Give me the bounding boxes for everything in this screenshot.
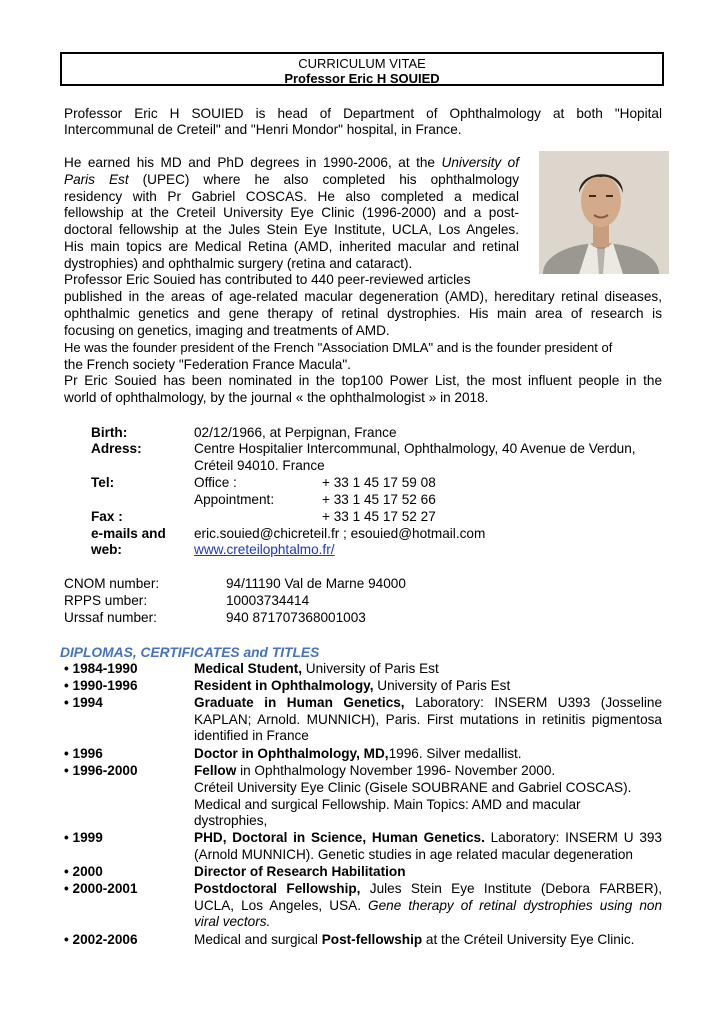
- urssaf-value: 940 871707368001003: [226, 610, 366, 625]
- founder-line-1: He was the founder president of the French "Association DMLA" and is the founder president of: [64, 340, 613, 355]
- bio-line-2: Paris Est (UPEC) where he also completed his ophthalmology: [64, 172, 519, 187]
- diploma-years: • 1996: [64, 746, 103, 761]
- bio-line-1: He earned his MD and PhD degrees in 1990-2006, at the University of: [64, 155, 520, 170]
- website-link[interactable]: www.creteilophtalmo.fr/: [194, 542, 335, 557]
- appointment-label: Appointment:: [194, 492, 275, 507]
- diploma-entry-line: Créteil University Eye Clinic (Gisele SOUBRANE and Gabriel COSCAS).: [194, 780, 632, 795]
- address-label: Adress:: [91, 441, 142, 456]
- diploma-entry: Resident in Ophthalmology, University of Paris Est: [194, 678, 511, 693]
- diploma-entry: Director of Research Habilitation: [194, 864, 406, 879]
- urssaf-label: Urssaf number:: [64, 610, 157, 625]
- diploma-years: • 2000-2001: [64, 881, 138, 896]
- intro-line-1: Professor Eric H SOUIED is head of Department of Ophthalmology at both "Hopital: [64, 106, 662, 121]
- nomination-line-1: Pr Eric Souied has been nominated in the top100 Power List, the most influent people in the: [64, 373, 662, 388]
- cnom-value: 94/11190 Val de Marne 94000: [226, 576, 406, 591]
- cv-header-box: [60, 52, 664, 86]
- diploma-entry-line: Medical and surgical Fellowship. Main Topics: AMD and macular: [194, 797, 581, 812]
- bio-line-3: residency with Pr Gabriel COSCAS. He also completed a medical: [64, 189, 519, 204]
- emails-value[interactable]: eric.souied@chicreteil.fr ; esouied@hotmail.com: [194, 526, 486, 541]
- diploma-years: • 2002-2006: [64, 932, 138, 947]
- diploma-entry: Medical and surgical Post-fellowship at the Créteil University Eye Clinic.: [194, 932, 635, 947]
- research-line-2: published in the areas of age-related macular degeneration (AMD), hereditary retinal diseases,: [64, 289, 662, 304]
- address-line-2: Créteil 94010. France: [194, 458, 325, 473]
- bio-line-6: His main topics are Medical Retina (AMD, inherited macular and retinal: [64, 239, 519, 254]
- appointment-phone: + 33 1 45 17 52 66: [322, 492, 436, 507]
- cnom-label: CNOM number:: [64, 576, 160, 591]
- address-line-1: Centre Hospitalier Intercommunal, Ophthalmology, 40 Avenue de Verdun,: [194, 441, 636, 456]
- diploma-entry-line: viral vectors.: [194, 914, 271, 929]
- diploma-entry: Doctor in Ophthalmology, MD,1996. Silver medallist.: [194, 746, 522, 761]
- cv-title: CURRICULUM VITAE: [298, 56, 426, 71]
- founder-line-2: the French society "Federation France Macula".: [64, 357, 351, 372]
- bio-line-7: dystrophies) and ophthalmic surgery (retina and cataract).: [64, 256, 413, 271]
- diploma-years: • 1990-1996: [64, 678, 138, 693]
- office-phone: + 33 1 45 17 59 08: [322, 475, 436, 490]
- rpps-value: 10003734414: [226, 593, 310, 608]
- diploma-entry: Graduate in Human Genetics, Laboratory: INSERM U393 (Josseline: [194, 695, 663, 710]
- diploma-entry-line: (Arnold MUNNICH). Genetic studies in age related macular degeneration: [194, 847, 633, 862]
- cv-name: Professor Eric H SOUIED: [284, 71, 440, 86]
- emails-label: e-mails and: [91, 526, 166, 541]
- diploma-entry: Postdoctoral Fellowship, Jules Stein Eye Institute (Debora FARBER),: [194, 881, 662, 896]
- web-label: web:: [91, 542, 122, 557]
- diploma-entry-line: UCLA, Los Angeles, USA. Gene therapy of retinal dystrophies using non: [194, 898, 662, 913]
- nomination-line-2: world of ophthalmology, by the journal « the ophthalmologist » in 2018.: [64, 390, 489, 405]
- research-line-4: focusing on genetics, imaging and treatments of AMD.: [64, 323, 390, 338]
- portrait-photo: [539, 151, 669, 274]
- diploma-years: • 1984-1990: [64, 661, 138, 676]
- diploma-entry: PHD, Doctoral in Science, Human Genetics. Laboratory: INSERM U 393: [194, 830, 662, 845]
- bio-line-5: doctoral fellowship at the Jules Stein Eye Institute, UCLA, Los Angeles.: [64, 222, 519, 237]
- diploma-entry-line: KAPLAN; Arnold. MUNNICH), Paris. First mutations in retinitis pigmentosa: [194, 712, 662, 727]
- fax-label: Fax :: [91, 509, 123, 524]
- diploma-entry: Fellow in Ophthalmology November 1996- November 2000.: [194, 763, 556, 778]
- diploma-years: • 1999: [64, 830, 103, 845]
- diploma-years: • 2000: [64, 864, 103, 879]
- fax-value: + 33 1 45 17 52 27: [322, 509, 436, 524]
- diploma-entry-line: dystrophies,: [194, 813, 268, 828]
- diplomas-heading: DIPLOMAS, CERTIFICATES and TITLES: [60, 645, 320, 660]
- birth-value: 02/12/1966, at Perpignan, France: [194, 425, 397, 440]
- rpps-label: RPPS umber:: [64, 593, 148, 608]
- research-line-1: Professor Eric Souied has contributed to 440 peer-reviewed articles: [64, 272, 471, 287]
- intro-line-2: Intercommunal de Creteil" and "Henri Mondor" hospital, in France.: [64, 122, 462, 137]
- bio-line-4: fellowship at the Creteil University Eye Clinic (1996-2000) and a post-: [64, 205, 519, 220]
- research-line-3: ophthalmic genetics and gene therapy of retinal dystrophies. His main area of research is: [64, 306, 662, 321]
- tel-label: Tel:: [91, 475, 115, 490]
- diploma-entry-line: identified in France: [194, 728, 309, 743]
- diploma-years: • 1994: [64, 695, 103, 710]
- office-label: Office :: [194, 475, 237, 490]
- birth-label: Birth:: [91, 425, 128, 440]
- diploma-years: • 1996-2000: [64, 763, 138, 778]
- diploma-entry: Medical Student, University of Paris Est: [194, 661, 439, 676]
